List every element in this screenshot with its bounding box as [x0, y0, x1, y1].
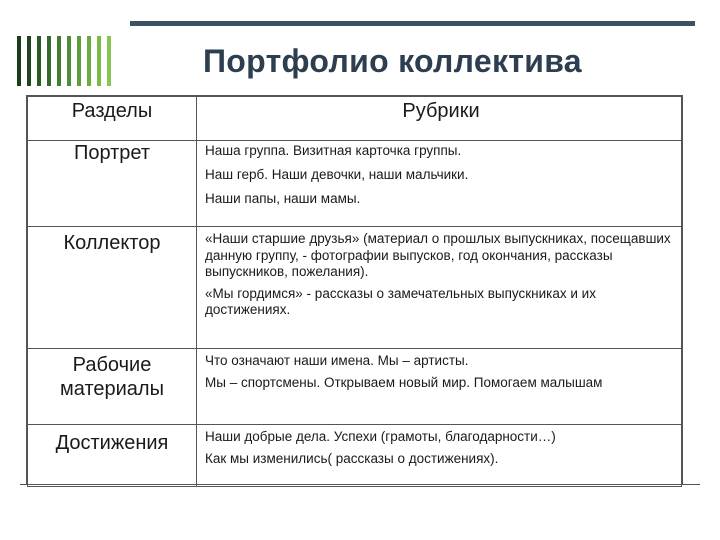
rubric-line: Наши добрые дела. Успехи (грамоты, благодарности…): [205, 429, 556, 444]
rubric-line: Наши папы, наши мамы.: [205, 191, 361, 206]
stripe: [57, 36, 61, 86]
rubrics-cell: [197, 227, 682, 349]
stripe: [107, 36, 111, 86]
rubric-line: «Мы гордимся» - рассказы о замечательных выпускниках и их достижениях.: [205, 285, 596, 317]
table-row: [28, 425, 682, 487]
rubric-line: «Наши старшие друзья» (материал о прошлых выпускниках, посещавших данную группу, - фотографии выпусков, год окончания, рассказы выпускников, пожелания).: [205, 231, 671, 279]
stripe: [47, 36, 51, 86]
section-cell: Рабочие материалы: [28, 349, 197, 425]
rubric-line: Как мы изменились( рассказы о достижениях).: [205, 451, 499, 466]
section-cell: Коллектор: [28, 227, 197, 349]
table-row: [28, 227, 682, 349]
stripe: [17, 36, 21, 86]
stripe: [37, 36, 41, 86]
section-cell: Достижения: [28, 425, 197, 487]
stripe: [97, 36, 101, 86]
table-header-row: [28, 97, 682, 141]
header-rubrics: Рубрики: [197, 97, 682, 141]
rubric-line: Наш герб. Наши девочки, наши мальчики.: [205, 167, 469, 182]
stripe: [67, 36, 71, 86]
rubric-line: Наша группа. Визитная карточка группы.: [205, 143, 462, 158]
rubrics-cell: [197, 425, 682, 487]
rubric-line: Что означают наши имена. Мы – артисты.: [205, 353, 469, 368]
table-row: [28, 141, 682, 227]
portfolio-table-grid: [27, 96, 682, 487]
rubrics-cell: [197, 349, 682, 425]
table-row: [28, 349, 682, 425]
bottom-divider: [20, 484, 700, 485]
rubrics-cell: [197, 141, 682, 227]
rubric-line: Мы – спортсмены. Открываем новый мир. Помогаем малышам: [205, 375, 603, 390]
portfolio-table: [26, 95, 683, 485]
top-decorative-line: [130, 21, 695, 26]
page-title: Портфолио коллектива: [203, 43, 582, 79]
stripe: [87, 36, 91, 86]
header-sections: Разделы: [28, 97, 197, 141]
stripe: [77, 36, 81, 86]
section-cell: Портрет: [28, 141, 197, 227]
stripe: [27, 36, 31, 86]
